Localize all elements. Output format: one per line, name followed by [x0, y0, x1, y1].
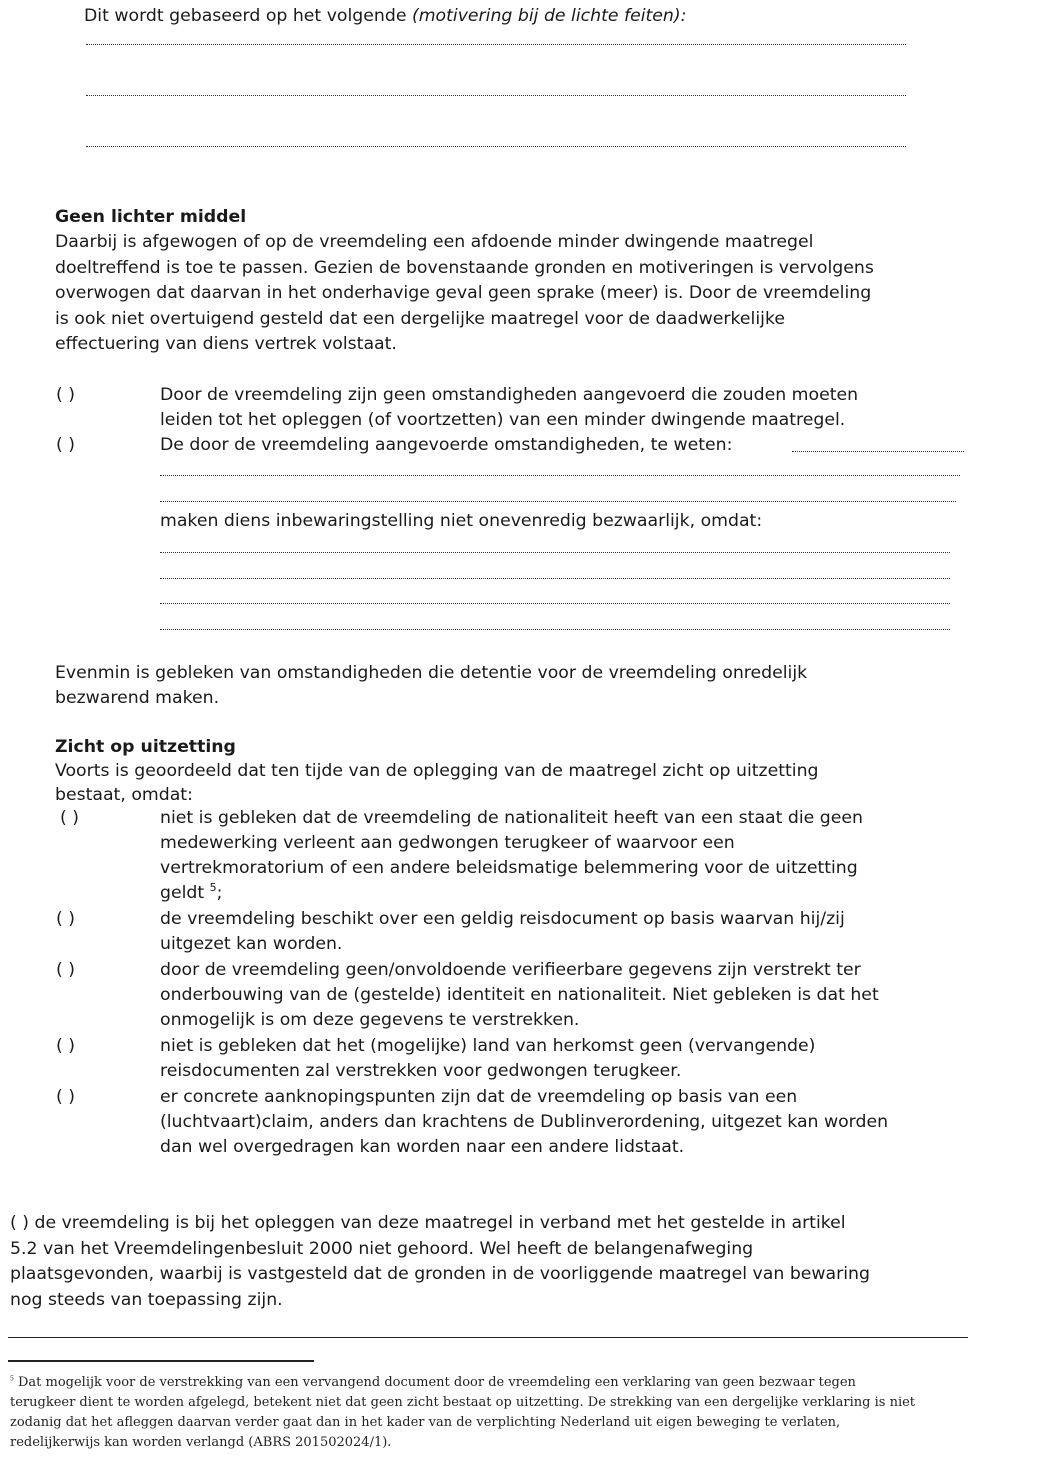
option-text: onmogelijk is om deze gegevens te verstrekken.	[160, 1010, 580, 1030]
paragraph-line: Voorts is geoordeeld dat ten tijde van de oplegging van de maatregel zicht op uitzetting	[55, 761, 819, 781]
paragraph-line: Daarbij is afgewogen of op de vreemdeling een afdoende minder dwingende maatregel	[55, 232, 814, 252]
option-text: Door de vreemdeling zijn geen omstandigheden aangevoerd die zouden moeten	[160, 385, 859, 405]
checkbox-land-herkomst[interactable]: ( )	[56, 1036, 75, 1056]
section-heading-zicht: Zicht op uitzetting	[55, 737, 236, 757]
option-text: er concrete aanknopingspunten zijn dat de vreemdeling op basis van een	[160, 1087, 798, 1107]
footnote-line: terugkeer dient te worden afgelegd, betekent niet dat geen zicht bestaat op uitzetting. De strekking van een dergelijke verklaring is niet	[10, 1395, 916, 1410]
fill-in-line-omdat-1[interactable]	[160, 552, 950, 553]
fill-in-line-omstandigheden-3[interactable]	[160, 501, 956, 502]
intro-italic: (motivering bij de lichte feiten):	[411, 6, 687, 26]
footnote-marker: 5	[10, 1375, 14, 1383]
option-text: niet is gebleken dat het (mogelijke) land van herkomst geen (vervangende)	[160, 1036, 816, 1056]
option-text: onderbouwing van de (gestelde) identiteit en nationaliteit. Niet gebleken is dat het	[160, 985, 879, 1005]
paragraph-line: bezwarend maken.	[55, 688, 220, 708]
footnote-line: zodanig dat het afleggen daarvan verder gaat dan in het kader van de verplichting Nederland uit eigen beweging te verlaten,	[10, 1415, 841, 1430]
fill-in-line-omdat-3[interactable]	[160, 603, 950, 604]
checkbox-nationaliteit[interactable]: ( )	[60, 808, 79, 828]
page-divider	[8, 1337, 968, 1338]
paragraph-line: overwogen dat daarvan in het onderhavige geval geen sprake (meer) is. Door de vreemdeling	[55, 283, 872, 303]
option-text: (luchtvaart)claim, anders dan krachtens de Dublinverordening, uitgezet kan worden	[160, 1112, 889, 1132]
option-text: reisdocumenten zal verstrekken voor gedwongen terugkeer.	[160, 1061, 682, 1081]
paragraph-line: is ook niet overtuigend gesteld dat een dergelijke maatregel voor de daadwerkelijke	[55, 309, 785, 329]
fill-in-line-omdat-2[interactable]	[160, 578, 950, 579]
option-text: vertrekmoratorium of een andere beleidsmatige belemmering voor de uitzetting	[160, 858, 858, 878]
footnote-line	[10, 1373, 856, 1393]
gehoord-line: ( ) de vreemdeling is bij het opleggen van deze maatregel in verband met het gestelde in artikel	[10, 1213, 846, 1233]
gehoord-line: plaatsgevonden, waarbij is vastgesteld dat de gronden in de voorliggende maatregel van bewaring	[10, 1264, 870, 1284]
option-continuation: maken diens inbewaringstelling niet onevenredig bezwaarlijk, omdat:	[160, 511, 763, 531]
footnote-separator	[8, 1360, 314, 1362]
fill-in-line-1[interactable]	[86, 44, 906, 45]
option-text: medewerking verleent aan gedwongen terugkeer of waarvoor een	[160, 833, 735, 853]
footnote-line: redelijkerwijs kan worden verlangd (ABRS 201502024/1).	[10, 1435, 392, 1450]
option-text: De door de vreemdeling aangevoerde omstandigheden, te weten:	[160, 435, 733, 455]
checkbox-reisdocument[interactable]: ( )	[56, 909, 75, 929]
footnote-text: Dat mogelijk voor de verstrekking van een vervangend document door de vreemdeling een verklaring van geen bezwaar tegen	[17, 1375, 856, 1390]
option-text: uitgezet kan worden.	[160, 934, 343, 954]
fill-in-line-3[interactable]	[86, 146, 906, 147]
option-text: leiden tot het opleggen (of voortzetten) van een minder dwingende maatregel.	[160, 410, 846, 430]
intro-text: Dit wordt gebaseerd op het volgende	[84, 6, 412, 26]
checkbox-geen-omstandigheden[interactable]: ( )	[56, 385, 75, 405]
option-text: geldt	[160, 883, 210, 903]
checkbox-aangevoerde-omstandigheden[interactable]: ( )	[56, 435, 75, 455]
option-text: de vreemdeling beschikt over een geldig reisdocument op basis waarvan hij/zij	[160, 909, 845, 929]
paragraph-line: bestaat, omdat:	[55, 785, 193, 805]
option-text: dan wel overgedragen kan worden naar een andere lidstaat.	[160, 1137, 685, 1157]
option-text: niet is gebleken dat de vreemdeling de nationaliteit heeft van een staat die geen	[160, 808, 863, 828]
checkbox-gegevens[interactable]: ( )	[56, 960, 75, 980]
gehoord-line: nog steeds van toepassing zijn.	[10, 1290, 283, 1310]
fill-in-line-2[interactable]	[86, 95, 906, 96]
paragraph-line: Evenmin is gebleken van omstandigheden die detentie voor de vreemdeling onredelijk	[55, 663, 808, 683]
fill-in-line-omstandigheden-2[interactable]	[160, 475, 960, 476]
punctuation: ;	[216, 883, 223, 903]
intro-line	[84, 4, 686, 30]
option-text: door de vreemdeling geen/onvoldoende verifieerbare gegevens zijn verstrekt ter	[160, 960, 861, 980]
footnote-ref[interactable]: 5	[209, 881, 217, 895]
fill-in-line-omstandigheden[interactable]	[792, 451, 964, 452]
fill-in-line-omdat-4[interactable]	[160, 629, 950, 630]
section-heading-geen-lichter: Geen lichter middel	[55, 207, 247, 227]
checkbox-claim[interactable]: ( )	[56, 1087, 75, 1107]
option-text-last	[160, 881, 222, 907]
paragraph-line: effectuering van diens vertrek volstaat.	[55, 334, 397, 354]
paragraph-line: doeltreffend is toe te passen. Gezien de bovenstaande gronden en motiveringen is vervolgens	[55, 258, 874, 278]
gehoord-line: 5.2 van het Vreemdelingenbesluit 2000 niet gehoord. Wel heeft de belangenafweging	[10, 1239, 754, 1259]
